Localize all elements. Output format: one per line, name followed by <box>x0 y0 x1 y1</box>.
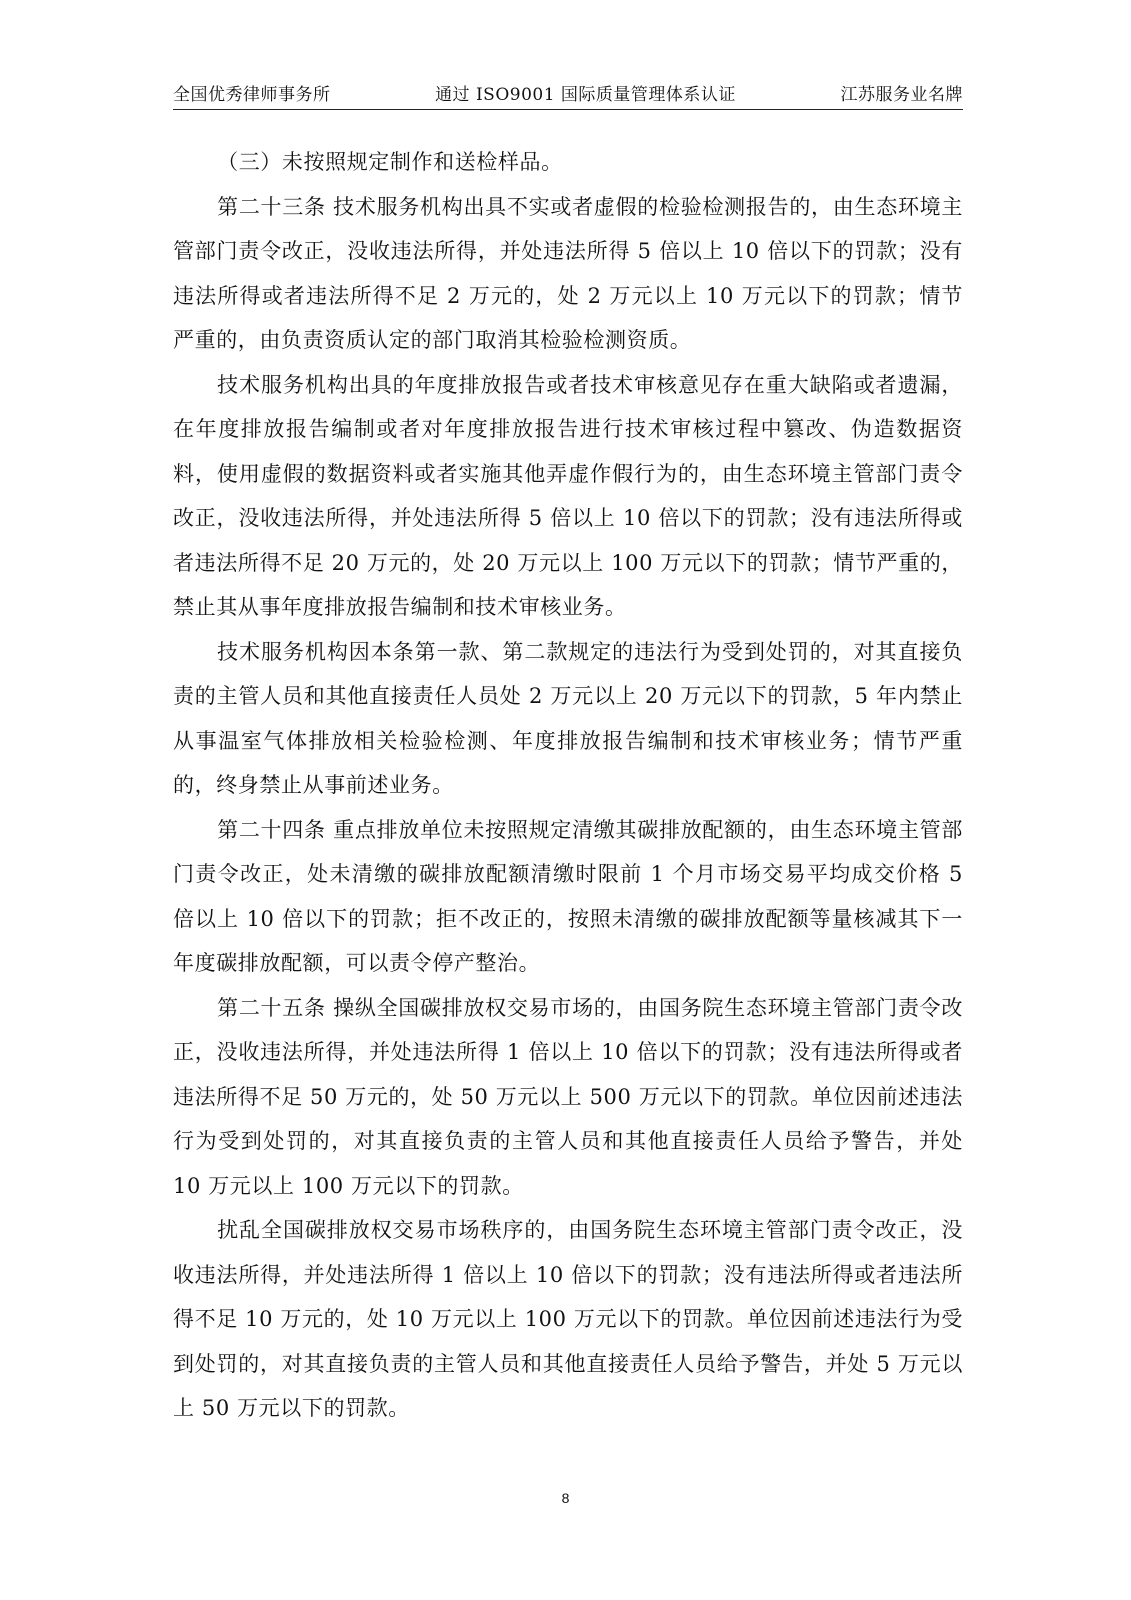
paragraph-article-25-part-2: 扰乱全国碳排放权交易市场秩序的，由国务院生态环境主管部门责令改正，没收违法所得，并处违法所得 1 倍以上 10 倍以下的罚款；没有违法所得或者违法所得不足 10 万元的，处 10 万元以上 100 万元以下的罚款。单位因前述违法行为受到处罚的，对其直接负责的主管人员和其他直接责任人员给予警告，并处 5 万元以上 50 万元以下的罚款。 <box>173 1218 963 1420</box>
paragraph-item-3: （三）未按照规定制作和送检样品。 <box>217 150 563 174</box>
paragraph-article-23-part-3: 技术服务机构因本条第一款、第二款规定的违法行为受到处罚的，对其直接负责的主管人员和其他直接责任人员处 2 万元以上 20 万元以下的罚款，5 年内禁止从事温室气体排放相关检验检测、年度排放报告编制和技术审核业务；情节严重的，终身禁止从事前述业务。 <box>173 639 963 797</box>
paragraph-article-24: 第二十四条 重点排放单位未按照规定清缴其碳排放配额的，由生态环境主管部门责令改正，处未清缴的碳排放配额清缴时限前 1 个月市场交易平均成交价格 5 倍以上 10 倍以下的罚款；拒不改正的，按照未清缴的碳排放配额等量核减其下一年度碳排放配额，可以责令停产整治。 <box>173 817 963 975</box>
paragraph-article-25: 第二十五条 操纵全国碳排放权交易市场的，由国务院生态环境主管部门责令改正，没收违法所得，并处违法所得 1 倍以上 10 倍以下的罚款；没有违法所得或者违法所得不足 50 万元的，处 50 万元以上 500 万元以下的罚款。单位因前述违法行为受到处罚的，对其直接负责的主管人员和其他直接责任人员给予警告，并处 10 万元以上 100 万元以下的罚款。 <box>173 995 963 1198</box>
header-iso-certification: 通过 ISO9001 国际质量管理体系认证 <box>435 85 736 105</box>
page-number: 8 <box>561 1490 570 1506</box>
page-header <box>173 76 963 110</box>
paragraph-article-23-part-2: 技术服务机构出具的年度排放报告或者技术审核意见存在重大缺陷或者遗漏，在年度排放报告编制或者对年度排放报告进行技术审核过程中篡改、伪造数据资料，使用虚假的数据资料或者实施其他弄虚作假行为的，由生态环境主管部门责令改正，没收违法所得，并处违法所得 5 倍以上 10 倍以下的罚款；没有违法所得或者违法所得不足 20 万元的，处 20 万元以上 100 万元以下的罚款；情节严重的，禁止其从事年度排放报告编制和技术审核业务。 <box>173 372 963 619</box>
header-firm-title: 全国优秀律师事务所 <box>173 85 331 105</box>
header-brand-title: 江苏服务业名牌 <box>840 85 963 105</box>
document-body <box>173 140 963 1431</box>
paragraph-article-23: 第二十三条 技术服务机构出具不实或者虚假的检验检测报告的，由生态环境主管部门责令改正，没收违法所得，并处违法所得 5 倍以上 10 倍以下的罚款；没有违法所得或者违法所得不足 2 万元的，处 2 万元以上 10 万元以下的罚款；情节严重的，由负责资质认定的部门取消其检验检测资质。 <box>173 194 963 352</box>
